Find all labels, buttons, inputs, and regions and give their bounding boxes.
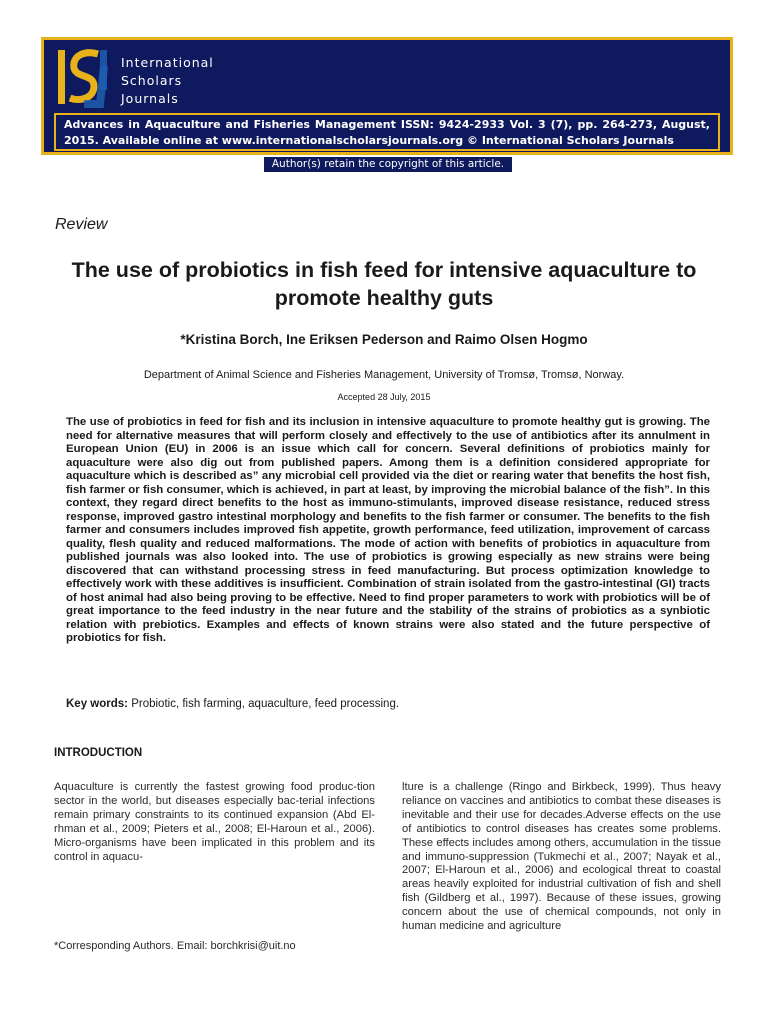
body-column-right: lture is a challenge (Ringo and Birkbeck, 1999). Thus heavy reliance on vaccines and antibiotics to combat these diseases is inevitable and their use for decades.Adverse effects on the use of antibiotics to control diseases has creates some problems. These effects includes among others, accumulation in the tissue and immuno-suppression (Tukmechi et al., 2007; Nayak et al., 2007; El-Haroun et al., 2006) and ecological threat to coastal areas heavily exploited for industrial cultivation of fish and shell fish (Gildberg et al., 1997). Because of these issues, growing concern about the use of chemical compounds, not only in human medicine and agriculture bbox=[402, 781, 721, 933]
copyright-notice: Author(s) retain the copyright of this article. bbox=[264, 157, 512, 172]
introduction-heading: INTRODUCTION bbox=[54, 747, 143, 759]
body-column-left: Aquaculture is currently the fastest growing food produc-tion sector in the world, but diseases especially bac-terial infections remain primary constraints to its continued expansion (Abd El-rhman et al., 2009; Pieters et al., 2008; El-Haroun et al., 2006). Micro-organisms have been implicated in this problem and its control in aquacu- bbox=[54, 781, 375, 863]
abstract: The use of probiotics in feed for fish and its inclusion in intensive aquaculture to promote healthy gut is growing. The need for alternative measures that will perform closely and effectively to the use of antibiotics after its annulment in European Union (EU) in 2006 is an issue which call for concern. Several definitions of probiotics mainly for aquaculture were also dig out from published papers. Among them is a definition considered appropriate for aquaculture which is described as” any microbial cell provided via the diet or rearing water that benefits the host fish, fish farmer or fish consumer, which is achieved, in part at least, by improving the microbial balance of the fish”. In this context, they regard direct benefits to the host as immuno-stimulants, improved disease resistance, reduced stress response, improved gastro intestinal morphology and benefits to the fish farmer or consumer. The benefits to the fish farmer and consumers includes improved fish appetite, growth performance, feed utilization, improvement of carcass quality, flesh quality and reduced malformations. The mode of action with benefits of probiotics in aquaculture from published journals was also looked into. The use of probiotics is growing especially as new strains were being discovered that can withstand processing stress in feed manufacturing. But process optimization knowledge to effectively work with these additives is insufficient. Combination of strain isolated from the gastro-intestinal (GI) tracts of host animal had also being proving to be effective. Need to find proper parameters to work with probiotics will be of great importance to the feed industry in the near future and the stability of the strains of probiotics as a synbiotic relation with prebiotics. Examples and effects of known strains were also stated and the future perspective of probiotics for fish. bbox=[66, 416, 710, 644]
accepted-date: Accepted 28 July, 2015 bbox=[337, 392, 431, 402]
keywords bbox=[66, 698, 710, 710]
affiliation: Department of Animal Science and Fisheries Management, University of Tromsø, Tromsø, Norway. bbox=[143, 369, 625, 381]
corresponding-author-footnote: *Corresponding Authors. Email: borchkrisi@uit.no bbox=[54, 940, 296, 952]
keywords-label: Key words: bbox=[66, 698, 128, 710]
publisher-name bbox=[121, 54, 214, 108]
keywords-list: Probiotic, fish farming, aquaculture, feed processing. bbox=[131, 698, 400, 710]
logo-line: International bbox=[121, 55, 214, 70]
logo-line: Journals bbox=[121, 91, 179, 106]
isj-logo bbox=[54, 46, 112, 108]
journal-info: Advances in Aquaculture and Fisheries Management ISSN: 9424-2933 Vol. 3 (7), pp. 264-273, August, 2015. Available online at www.internationalscholarsjournals.org © International Scholars Journals bbox=[54, 113, 720, 151]
journal-banner bbox=[41, 37, 733, 155]
logo-line: Scholars bbox=[121, 73, 183, 88]
author-list: *Kristina Borch, Ine Eriksen Pederson and Raimo Olsen Hogmo bbox=[180, 332, 588, 347]
article-type: Review bbox=[55, 216, 108, 233]
article-title: The use of probiotics in fish feed for intensive aquaculture to promote healthy guts bbox=[71, 258, 697, 310]
